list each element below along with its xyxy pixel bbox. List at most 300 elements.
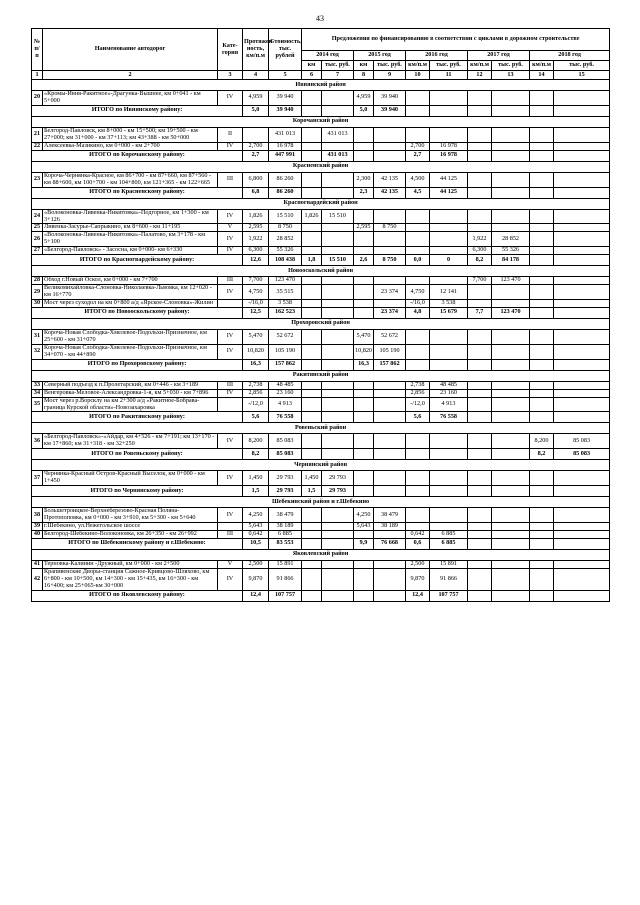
road-y2016-rub: 23 160 xyxy=(430,389,468,397)
road-number: 34 xyxy=(32,389,43,397)
road-name: «Волоконовка-Ливенка-Никитовка»-Палатово, км 3+178 - км 5+100 xyxy=(43,232,218,247)
road-y2014-km xyxy=(302,285,322,300)
total-y2018-km xyxy=(530,590,554,601)
road-number: 40 xyxy=(32,531,43,539)
road-category: IV xyxy=(218,232,243,247)
road-y2017-km xyxy=(468,560,492,568)
district-total-row xyxy=(32,105,610,116)
total-y2014-km xyxy=(302,538,322,549)
road-y2015-rub xyxy=(374,127,406,142)
road-category: III xyxy=(218,277,243,285)
total-length: 8,2 xyxy=(243,449,269,460)
road-row xyxy=(32,329,610,344)
road-length: 1,826 xyxy=(243,209,269,224)
road-y2015-km xyxy=(354,127,374,142)
road-length: 9,870 xyxy=(243,568,269,590)
road-length: 0,642 xyxy=(243,531,269,539)
road-category: IV xyxy=(218,434,243,449)
road-name: Короча-Новая Слободка-Хмелевое-Подольхи-Призначное, км 25+600 - км 31+070 xyxy=(43,329,218,344)
total-y2017-km xyxy=(468,187,492,198)
road-number: 41 xyxy=(32,560,43,568)
road-y2014-km xyxy=(302,142,322,150)
road-y2015-rub: 23 374 xyxy=(374,285,406,300)
road-y2018-rub xyxy=(554,568,610,590)
road-y2016-km: 4,750 xyxy=(406,285,430,300)
road-y2017-km xyxy=(468,434,492,449)
road-cost: 23 160 xyxy=(269,389,302,397)
road-row xyxy=(32,300,610,308)
road-y2015-km xyxy=(354,471,374,486)
road-y2014-km xyxy=(302,508,322,523)
road-y2017-km xyxy=(468,397,492,412)
road-y2015-km xyxy=(354,531,374,539)
road-y2017-km xyxy=(468,329,492,344)
road-y2017-km: 7,700 xyxy=(468,277,492,285)
road-y2016-km: 9,870 xyxy=(406,568,430,590)
road-y2017-rub: 123 470 xyxy=(492,277,530,285)
road-y2014-rub: 29 793 xyxy=(322,471,354,486)
road-length: -/16,0 xyxy=(243,300,269,308)
road-y2015-km xyxy=(354,285,374,300)
district-name: Корочанский район xyxy=(32,116,610,127)
road-y2017-rub xyxy=(492,389,530,397)
road-length: 2,738 xyxy=(243,381,269,389)
road-y2017-rub xyxy=(492,434,530,449)
column-number: 5 xyxy=(269,71,302,80)
road-y2017-km xyxy=(468,300,492,308)
road-length: -/12,0 xyxy=(243,397,269,412)
header-year-2017: 2017 год xyxy=(468,51,530,61)
road-y2014-km xyxy=(302,560,322,568)
road-y2015-km xyxy=(354,381,374,389)
road-y2018-km xyxy=(530,172,554,187)
road-y2017-rub xyxy=(492,142,530,150)
road-y2018-km xyxy=(530,381,554,389)
total-y2015-km: 2,3 xyxy=(354,187,374,198)
road-row xyxy=(32,434,610,449)
column-number: 10 xyxy=(406,71,430,80)
header-plan: Предложения по финансированию в соответствии с циклами в дорожном строительстве xyxy=(302,29,610,51)
road-y2018-rub xyxy=(554,209,610,224)
road-y2014-km xyxy=(302,434,322,449)
road-row xyxy=(32,508,610,523)
total-label: ИТОГО по Ивнянскому району: xyxy=(32,105,243,116)
total-y2017-km xyxy=(468,359,492,370)
road-y2018-km xyxy=(530,277,554,285)
road-y2014-km xyxy=(302,381,322,389)
road-cost: 6 885 xyxy=(269,531,302,539)
total-label: ИТОГО по Ракитянскому району: xyxy=(32,412,243,423)
road-y2016-km xyxy=(406,127,430,142)
total-y2016-km: 5,6 xyxy=(406,412,430,423)
road-y2017-km xyxy=(468,389,492,397)
road-y2014-km xyxy=(302,523,322,531)
total-y2018-rub xyxy=(554,359,610,370)
road-y2017-rub xyxy=(492,91,530,106)
total-length: 1,5 xyxy=(243,486,269,497)
total-y2018-rub xyxy=(554,105,610,116)
road-y2014-km xyxy=(302,247,322,255)
total-cost: 85 083 xyxy=(269,449,302,460)
total-y2017-km xyxy=(468,412,492,423)
road-length: 2,500 xyxy=(243,560,269,568)
road-y2018-rub xyxy=(554,523,610,531)
road-y2016-km xyxy=(406,277,430,285)
total-y2018-km xyxy=(530,150,554,161)
road-y2017-rub: 28 852 xyxy=(492,232,530,247)
total-y2017-rub xyxy=(492,150,530,161)
road-category: V xyxy=(218,560,243,568)
road-y2016-rub xyxy=(430,434,468,449)
total-y2016-rub: 107 757 xyxy=(430,590,468,601)
total-y2017-km: 8,2 xyxy=(468,255,492,266)
road-row xyxy=(32,389,610,397)
road-y2018-km xyxy=(530,389,554,397)
road-cost: 28 852 xyxy=(269,232,302,247)
road-y2017-rub: 55 326 xyxy=(492,247,530,255)
road-y2017-km xyxy=(468,142,492,150)
road-length: 6,300 xyxy=(243,247,269,255)
road-y2017-km xyxy=(468,224,492,232)
road-cost: 29 793 xyxy=(269,471,302,486)
total-y2015-rub xyxy=(374,486,406,497)
district-section-row xyxy=(32,497,610,508)
total-length: 16,3 xyxy=(243,359,269,370)
road-name: Венгеровка-Меловое-Александровка-1-я, км 5+030 - км 7+896 xyxy=(43,389,218,397)
road-y2016-km xyxy=(406,434,430,449)
road-number: 30 xyxy=(32,300,43,308)
total-y2018-km xyxy=(530,538,554,549)
road-length: 5,470 xyxy=(243,329,269,344)
road-category: V xyxy=(218,224,243,232)
road-y2018-rub xyxy=(554,277,610,285)
district-total-row xyxy=(32,538,610,549)
road-cost: 85 083 xyxy=(269,434,302,449)
road-y2014-rub xyxy=(322,344,354,359)
road-name: г.Шебекино, ул.Нежегольское шоссе xyxy=(43,523,218,531)
road-y2014-rub xyxy=(322,232,354,247)
road-y2015-rub: 39 940 xyxy=(374,91,406,106)
road-y2018-rub xyxy=(554,344,610,359)
column-number: 6 xyxy=(302,71,322,80)
header-year-2015: 2015 год xyxy=(354,51,406,61)
road-y2018-rub: 85 083 xyxy=(554,434,610,449)
road-y2017-rub xyxy=(492,172,530,187)
road-y2018-km xyxy=(530,560,554,568)
road-y2014-rub xyxy=(322,389,354,397)
total-y2018-rub xyxy=(554,255,610,266)
road-row xyxy=(32,232,610,247)
district-total-row xyxy=(32,449,610,460)
road-y2018-rub xyxy=(554,381,610,389)
road-y2017-rub xyxy=(492,560,530,568)
total-y2014-km xyxy=(302,449,322,460)
road-y2018-rub xyxy=(554,508,610,523)
total-cost: 107 757 xyxy=(269,590,302,601)
road-number: 31 xyxy=(32,329,43,344)
road-y2016-km: -/16,0 xyxy=(406,300,430,308)
road-y2018-rub xyxy=(554,300,610,308)
road-y2018-km xyxy=(530,232,554,247)
road-y2016-km: 2,700 xyxy=(406,142,430,150)
district-name: Новооскольский район xyxy=(32,266,610,277)
total-y2014-rub xyxy=(322,187,354,198)
district-name: Красненский район xyxy=(32,161,610,172)
district-section-row xyxy=(32,370,610,381)
total-y2016-rub xyxy=(430,449,468,460)
total-cost: 83 553 xyxy=(269,538,302,549)
road-number: 35 xyxy=(32,397,43,412)
total-y2014-km xyxy=(302,105,322,116)
road-length: 1,922 xyxy=(243,232,269,247)
road-row xyxy=(32,531,610,539)
road-cost: 15 891 xyxy=(269,560,302,568)
total-y2015-km: 16,3 xyxy=(354,359,374,370)
road-length: 2,856 xyxy=(243,389,269,397)
total-y2016-km xyxy=(406,359,430,370)
road-y2017-rub xyxy=(492,508,530,523)
road-y2015-km xyxy=(354,277,374,285)
total-cost: 108 438 xyxy=(269,255,302,266)
road-y2016-rub xyxy=(430,224,468,232)
total-y2018-km xyxy=(530,486,554,497)
road-number: 39 xyxy=(32,523,43,531)
sub-rub: тыс. руб. xyxy=(430,61,468,71)
road-name: «Белгород-Павловск»-«Айдар, км 4+526 - км 7+191; км 13+170 - км 17+860; км 31+318 - км 32+250 xyxy=(43,434,218,449)
road-cost: 8 750 xyxy=(269,224,302,232)
total-y2017-rub xyxy=(492,412,530,423)
sub-km: км xyxy=(354,61,374,71)
road-length: 5,643 xyxy=(243,523,269,531)
total-y2014-rub: 29 793 xyxy=(322,486,354,497)
road-y2018-km xyxy=(530,127,554,142)
header-year-2016: 2016 год xyxy=(406,51,468,61)
total-y2016-km: 12,4 xyxy=(406,590,430,601)
road-y2017-km xyxy=(468,91,492,106)
road-y2015-rub xyxy=(374,471,406,486)
road-y2018-rub xyxy=(554,389,610,397)
road-y2014-rub xyxy=(322,531,354,539)
total-y2014-km: 1,8 xyxy=(302,255,322,266)
road-y2017-rub xyxy=(492,531,530,539)
road-y2016-rub: 16 978 xyxy=(430,142,468,150)
road-y2014-km xyxy=(302,344,322,359)
road-number: 29 xyxy=(32,285,43,300)
column-number: 12 xyxy=(468,71,492,80)
road-category: IV xyxy=(218,142,243,150)
total-y2017-km xyxy=(468,105,492,116)
road-cost: 35 515 xyxy=(269,285,302,300)
road-name: «Волоконовка-Ливенка-Никитовка»-Подгорное, км 1+300 - км 3+126 xyxy=(43,209,218,224)
road-y2018-km xyxy=(530,329,554,344)
road-category: IV xyxy=(218,91,243,106)
road-name: Великомихайловка-Слоновка-Николаевка-Львовка, км 12+020 - км 16+770 xyxy=(43,285,218,300)
header-name: Наименование автодорог xyxy=(43,29,218,71)
road-y2014-km xyxy=(302,172,322,187)
total-y2016-rub: 76 558 xyxy=(430,412,468,423)
road-y2016-km xyxy=(406,508,430,523)
road-category: IV xyxy=(218,285,243,300)
total-y2014-rub xyxy=(322,359,354,370)
road-cost: 105 190 xyxy=(269,344,302,359)
road-cost: 16 978 xyxy=(269,142,302,150)
district-section-row xyxy=(32,460,610,471)
total-y2016-km: 2,7 xyxy=(406,150,430,161)
road-y2017-rub xyxy=(492,568,530,590)
sub-km-pm: км/п.м xyxy=(530,61,554,71)
road-name: Чернянка-Красный Остров-Красный Выселок, км 0+000 - км 1+450 xyxy=(43,471,218,486)
road-y2014-rub: 15 510 xyxy=(322,209,354,224)
road-row xyxy=(32,142,610,150)
road-name: «Кромы-Ивня-Ракитное»-Драгунка-Вышнее, км 0+041 - км 5+000 xyxy=(43,91,218,106)
total-y2017-rub xyxy=(492,105,530,116)
road-y2017-rub xyxy=(492,209,530,224)
road-cost: 91 866 xyxy=(269,568,302,590)
district-section-row xyxy=(32,198,610,209)
road-y2018-km xyxy=(530,224,554,232)
total-cost: 447 991 xyxy=(269,150,302,161)
total-y2016-km xyxy=(406,486,430,497)
road-y2018-rub xyxy=(554,471,610,486)
road-y2018-km xyxy=(530,508,554,523)
road-category: IV xyxy=(218,389,243,397)
road-y2014-rub xyxy=(322,224,354,232)
road-y2016-km xyxy=(406,224,430,232)
road-number: 26 xyxy=(32,232,43,247)
road-cost: 38 189 xyxy=(269,523,302,531)
column-number: 15 xyxy=(554,71,610,80)
total-y2017-rub xyxy=(492,449,530,460)
road-number: 33 xyxy=(32,381,43,389)
road-y2015-km xyxy=(354,142,374,150)
road-y2016-rub xyxy=(430,329,468,344)
road-y2015-km: 5,643 xyxy=(354,523,374,531)
district-section-row xyxy=(32,423,610,434)
road-y2017-km xyxy=(468,381,492,389)
road-y2017-rub xyxy=(492,344,530,359)
total-label: ИТОГО по Чернянскому району: xyxy=(32,486,243,497)
total-y2014-rub xyxy=(322,449,354,460)
road-y2015-rub xyxy=(374,434,406,449)
road-y2018-km xyxy=(530,91,554,106)
road-y2014-rub xyxy=(322,142,354,150)
column-number: 8 xyxy=(354,71,374,80)
road-y2017-rub xyxy=(492,523,530,531)
road-category: IV xyxy=(218,329,243,344)
road-y2017-rub xyxy=(492,224,530,232)
district-section-row xyxy=(32,161,610,172)
road-y2016-rub: 15 891 xyxy=(430,560,468,568)
road-y2015-rub xyxy=(374,300,406,308)
total-y2015-rub xyxy=(374,449,406,460)
total-y2015-rub: 23 374 xyxy=(374,307,406,318)
road-y2015-rub: 38 189 xyxy=(374,523,406,531)
total-y2017-km xyxy=(468,150,492,161)
road-y2016-rub xyxy=(430,232,468,247)
total-y2018-rub xyxy=(554,412,610,423)
road-y2016-rub xyxy=(430,127,468,142)
district-total-row xyxy=(32,359,610,370)
total-length: 10,5 xyxy=(243,538,269,549)
total-y2014-km xyxy=(302,412,322,423)
road-name: Терновка-Калинин -Дружный, км 0+000 - км 2+500 xyxy=(43,560,218,568)
total-label: ИТОГО по Новооскольскому району: xyxy=(32,307,243,318)
total-y2014-rub xyxy=(322,412,354,423)
road-category: III xyxy=(218,172,243,187)
total-length: 12,5 xyxy=(243,307,269,318)
total-y2015-rub xyxy=(374,590,406,601)
page-number: 43 xyxy=(316,14,324,23)
district-total-row xyxy=(32,255,610,266)
road-cost: 48 485 xyxy=(269,381,302,389)
road-y2018-rub xyxy=(554,531,610,539)
district-name: Яковлевский район xyxy=(32,549,610,560)
column-number: 4 xyxy=(243,71,269,80)
total-y2016-rub xyxy=(430,359,468,370)
road-length: 8,200 xyxy=(243,434,269,449)
road-y2018-rub xyxy=(554,172,610,187)
total-y2016-km: 0,0 xyxy=(406,255,430,266)
road-y2015-km xyxy=(354,209,374,224)
road-y2014-rub: 431 013 xyxy=(322,127,354,142)
total-y2014-km xyxy=(302,590,322,601)
road-number: 32 xyxy=(32,344,43,359)
district-section-row xyxy=(32,80,610,91)
road-y2018-rub xyxy=(554,232,610,247)
district-name: Красногвардейский район xyxy=(32,198,610,209)
road-y2014-km xyxy=(302,329,322,344)
total-y2014-km xyxy=(302,150,322,161)
road-number: 20 xyxy=(32,91,43,106)
district-total-row xyxy=(32,307,610,318)
total-y2015-km: 9,9 xyxy=(354,538,374,549)
road-y2016-km xyxy=(406,471,430,486)
total-y2018-km xyxy=(530,412,554,423)
road-length: 1,450 xyxy=(243,471,269,486)
district-total-row xyxy=(32,187,610,198)
road-row xyxy=(32,285,610,300)
total-y2016-rub xyxy=(430,105,468,116)
sub-rub: тыс. руб. xyxy=(554,61,610,71)
road-y2016-km: 0,642 xyxy=(406,531,430,539)
road-y2014-km: 1,450 xyxy=(302,471,322,486)
road-name: Крапивенские Дворы-станция Сажное-Кривцово-Шляхово, км 6+800 - км 10+500, км 14+300 - км 15+435, км 16+300 - км 16+400; км 25+065-км 30+000 xyxy=(43,568,218,590)
road-y2016-km xyxy=(406,232,430,247)
total-y2016-km: 0,6 xyxy=(406,538,430,549)
road-y2018-km xyxy=(530,300,554,308)
road-y2014-km xyxy=(302,389,322,397)
total-y2017-rub xyxy=(492,590,530,601)
total-length: 2,7 xyxy=(243,150,269,161)
road-y2018-rub xyxy=(554,224,610,232)
total-y2018-rub xyxy=(554,486,610,497)
total-y2015-rub xyxy=(374,412,406,423)
road-y2014-rub xyxy=(322,560,354,568)
road-y2015-rub xyxy=(374,277,406,285)
road-y2016-km xyxy=(406,247,430,255)
road-row xyxy=(32,344,610,359)
road-y2018-km xyxy=(530,344,554,359)
total-y2017-rub xyxy=(492,187,530,198)
road-y2014-rub xyxy=(322,434,354,449)
road-length: 4,750 xyxy=(243,285,269,300)
road-y2018-km xyxy=(530,285,554,300)
total-y2018-rub xyxy=(554,150,610,161)
road-y2016-rub: 12 141 xyxy=(430,285,468,300)
road-category: IV xyxy=(218,209,243,224)
total-cost: 86 260 xyxy=(269,187,302,198)
total-y2016-km: 4,5 xyxy=(406,187,430,198)
